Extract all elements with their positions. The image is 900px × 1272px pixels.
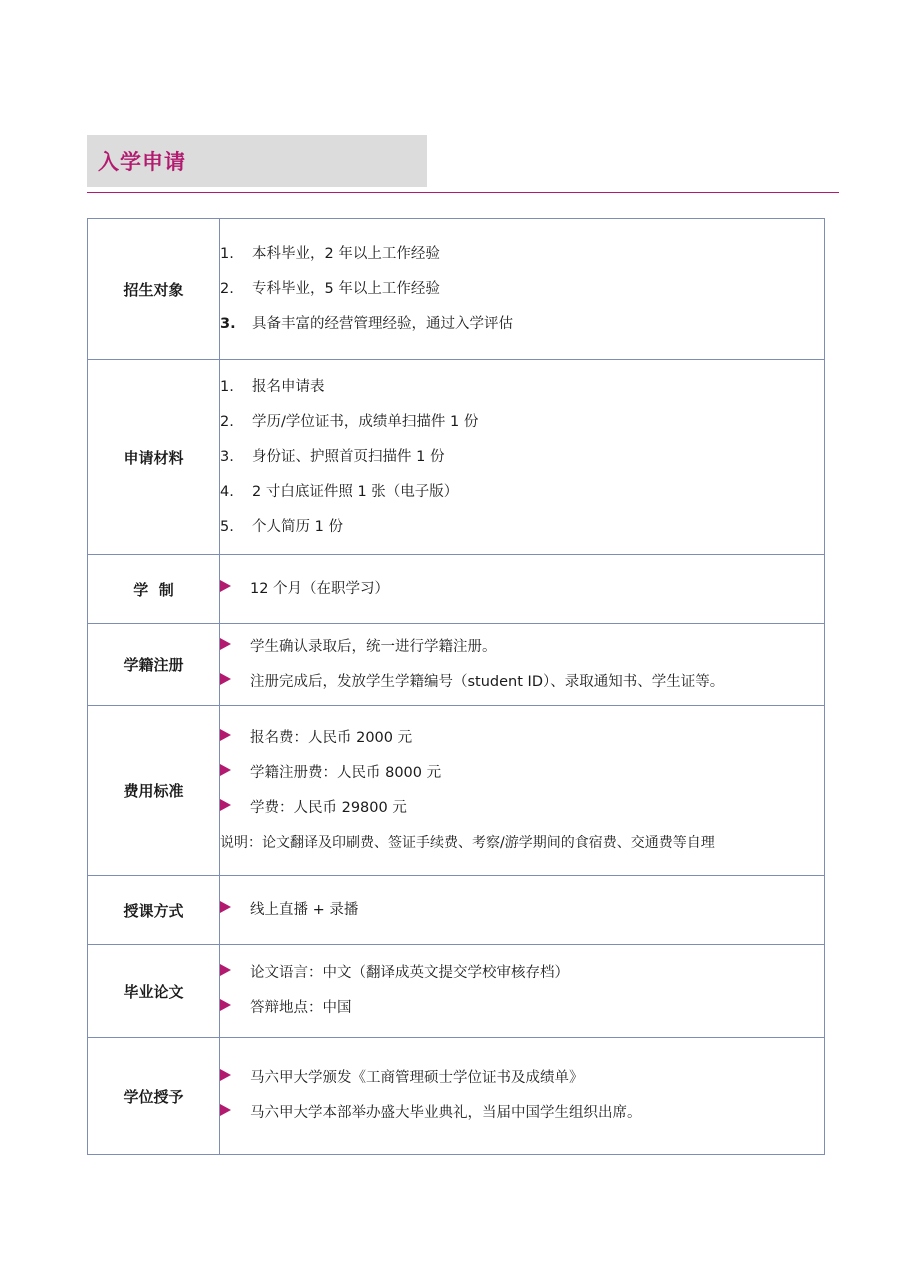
row-label: 学位授予 (88, 1038, 220, 1155)
list-item: 1. 本科毕业，2 年以上工作经验 (220, 245, 440, 262)
triangle-bullet-icon (220, 1104, 231, 1116)
triangle-bullet-icon (220, 999, 231, 1011)
list-item: 2. 专科毕业，5 年以上工作经验 (220, 280, 440, 297)
list-item: 线上直播 + 录播 (220, 893, 824, 928)
table-row-materials (88, 360, 825, 555)
list-item: 2. 学历/学位证书，成绩单扫描件 1 份 (220, 413, 479, 430)
row-label: 毕业论文 (88, 945, 220, 1038)
section-divider (87, 192, 839, 193)
row-content (220, 219, 825, 360)
list-item: 注册完成后，发放学生学籍编号（student ID）、录取通知书、学生证等。 (220, 665, 824, 700)
triangle-bullet-icon (220, 729, 231, 741)
fee-note: 说明：论文翻译及印刷费、签证手续费、考察/游学期间的食宿费、交通费等自理 (220, 834, 715, 851)
table-row-duration (88, 555, 825, 624)
section-title: 入学申请 (98, 150, 186, 174)
list-item: 1. 报名申请表 (220, 378, 325, 395)
table-row-degree (88, 1038, 825, 1155)
row-label: 招生对象 (88, 219, 220, 360)
list-item: 论文语言：中文（翻译成英文提交学校审核存档） (220, 956, 824, 991)
row-label: 学籍注册 (88, 624, 220, 706)
list-item: 3. 身份证、护照首页扫描件 1 份 (220, 448, 445, 465)
triangle-bullet-icon (220, 799, 231, 811)
row-content (220, 706, 825, 876)
triangle-bullet-icon (220, 638, 231, 650)
row-content (220, 555, 825, 624)
list-item: 3. 具备丰富的经营管理经验，通过入学评估 (220, 315, 513, 332)
row-content (220, 945, 825, 1038)
triangle-bullet-icon (220, 964, 231, 976)
row-content (220, 360, 825, 555)
admission-info-table (87, 218, 825, 1155)
table-row-teaching-mode (88, 876, 825, 945)
table-row-thesis (88, 945, 825, 1038)
triangle-bullet-icon (220, 764, 231, 776)
row-label: 学 制 (88, 555, 220, 624)
section-header (87, 135, 427, 187)
list-item: 答辩地点：中国 (220, 991, 824, 1026)
row-content (220, 876, 825, 945)
table-row-fees (88, 706, 825, 876)
table-row-registration (88, 624, 825, 706)
row-content (220, 1038, 825, 1155)
list-item: 马六甲大学颁发《工商管理硕士学位证书及成绩单》 (220, 1061, 824, 1096)
list-item: 学生确认录取后，统一进行学籍注册。 (220, 630, 824, 665)
row-label: 授课方式 (88, 876, 220, 945)
row-content (220, 624, 825, 706)
list-item: 学籍注册费：人民币 8000 元 (220, 756, 824, 791)
list-item: 报名费：人民币 2000 元 (220, 721, 824, 756)
triangle-bullet-icon (220, 580, 231, 592)
list-item: 马六甲大学本部举办盛大毕业典礼，当届中国学生组织出席。 (220, 1096, 824, 1131)
triangle-bullet-icon (220, 673, 231, 685)
table-row-eligibility (88, 219, 825, 360)
row-label: 费用标准 (88, 706, 220, 876)
row-label: 申请材料 (88, 360, 220, 555)
list-item: 4. 2 寸白底证件照 1 张（电子版） (220, 483, 459, 500)
list-item: 学费：人民币 29800 元 (220, 791, 824, 826)
triangle-bullet-icon (220, 901, 231, 913)
list-item: 5. 个人简历 1 份 (220, 518, 343, 535)
list-item: 12 个月（在职学习） (220, 572, 824, 607)
triangle-bullet-icon (220, 1069, 231, 1081)
